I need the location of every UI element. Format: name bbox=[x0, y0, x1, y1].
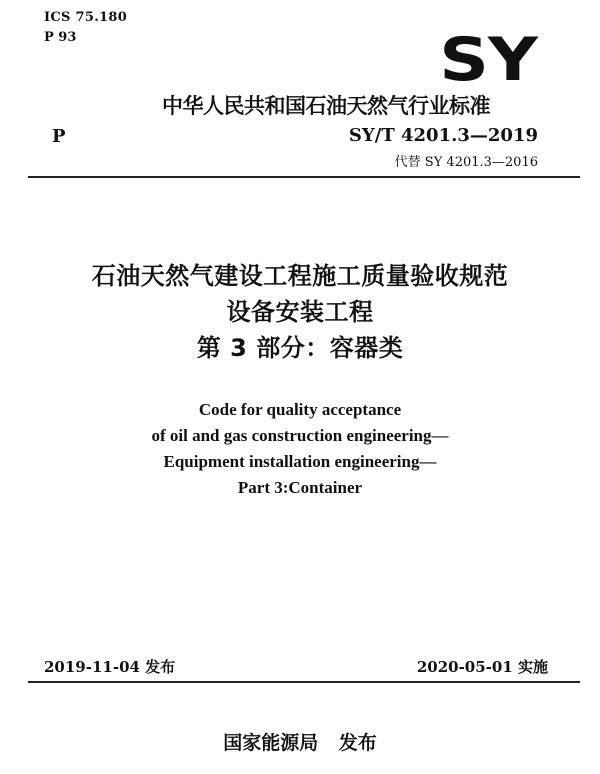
replaces-note: 代替 SY 4201.3—2016 bbox=[394, 155, 538, 170]
english-title-line-2: of oil and gas construction engineering— bbox=[151, 426, 449, 445]
organization-title: 中华人民共和国石油天然气行业标准 bbox=[162, 94, 490, 118]
standard-number: SY/T 4201.3—2019 bbox=[348, 125, 538, 146]
issue-date: 2019-11-04 发布 bbox=[44, 658, 176, 676]
english-title-line-3: Equipment installation engineering— bbox=[163, 452, 437, 471]
sy-logo: SY bbox=[439, 25, 537, 95]
effective-date: 2020-05-01 实施 bbox=[416, 658, 548, 676]
category-letter: P bbox=[52, 126, 66, 147]
ics-code: ICS 75.180 bbox=[44, 10, 128, 25]
english-title-line-1: Code for quality acceptance bbox=[198, 400, 402, 419]
chinese-title-line-3: 第 3 部分：容器类 bbox=[196, 334, 404, 362]
top-divider bbox=[28, 176, 580, 178]
ccs-code: P 93 bbox=[44, 30, 77, 45]
english-title-line-4: Part 3:Container bbox=[237, 478, 363, 497]
chinese-title-line-2: 设备安装工程 bbox=[226, 298, 374, 326]
chinese-title-line-1: 石油天然气建设工程施工质量验收规范 bbox=[91, 262, 509, 290]
publisher: 国家能源局 发布 bbox=[223, 732, 377, 754]
bottom-divider bbox=[28, 681, 580, 683]
